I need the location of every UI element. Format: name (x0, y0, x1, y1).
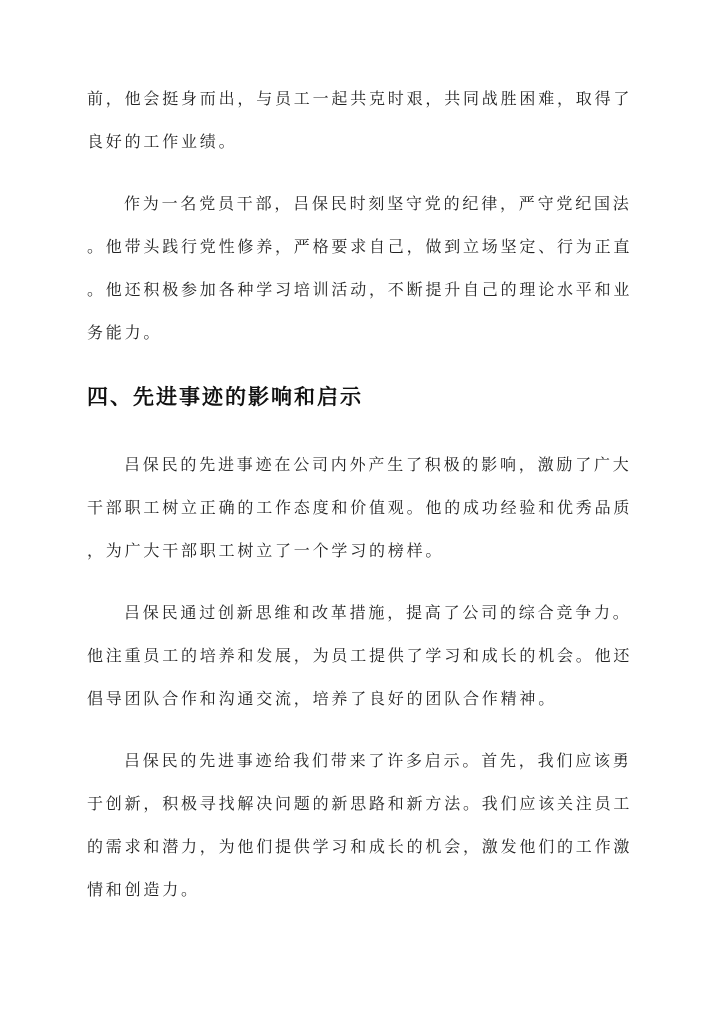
text-line: 务能力。 (87, 323, 163, 342)
text-line: 吕保民通过创新思维和改革措施，提高了公司的综合竞争力。 (124, 603, 632, 622)
text-line: 倡导团队合作和沟通交流，培养了良好的团队合作精神。 (87, 689, 558, 708)
text-line: 干部职工树立正确的工作态度和价值观。他的成功经验和优秀品质 (87, 498, 633, 517)
text-line: 情和创造力。 (87, 880, 200, 899)
text-line: 的需求和潜力，为他们提供学习和成长的机会，激发他们的工作激 (87, 837, 633, 856)
section-heading: 四、先进事迹的影响和启示 (87, 384, 363, 409)
paragraph (87, 443, 647, 572)
document-page (87, 77, 647, 930)
text-line: 于创新，积极寻找解决问题的新思路和新方法。我们应该关注员工 (87, 794, 633, 813)
paragraph (87, 77, 647, 163)
text-line: 吕保民的先进事迹给我们带来了许多启示。首先，我们应该勇 (124, 751, 632, 770)
paragraph (87, 591, 647, 720)
text-line: 良好的工作业绩。 (87, 132, 238, 151)
text-line: 。他还积极参加各种学习培训活动，不断提升自己的理论水平和业 (87, 280, 633, 299)
text-line: ，为广大干部职工树立了一个学习的榜样。 (87, 541, 445, 560)
text-line: 他注重员工的培养和发展，为员工提供了学习和成长的机会。他还 (87, 646, 633, 665)
paragraph (87, 739, 647, 911)
text-line: 前，他会挺身而出，与员工一起共克时艰，共同战胜困难，取得了 (87, 89, 633, 108)
text-line: 吕保民的先进事迹在公司内外产生了积极的影响，激励了广大 (124, 455, 632, 474)
text-line: 。他带头践行党性修养，严格要求自己，做到立场坚定、行为正直 (87, 237, 633, 256)
text-line: 作为一名党员干部，吕保民时刻坚守党的纪律，严守党纪国法 (124, 194, 632, 213)
paragraph (87, 182, 647, 354)
